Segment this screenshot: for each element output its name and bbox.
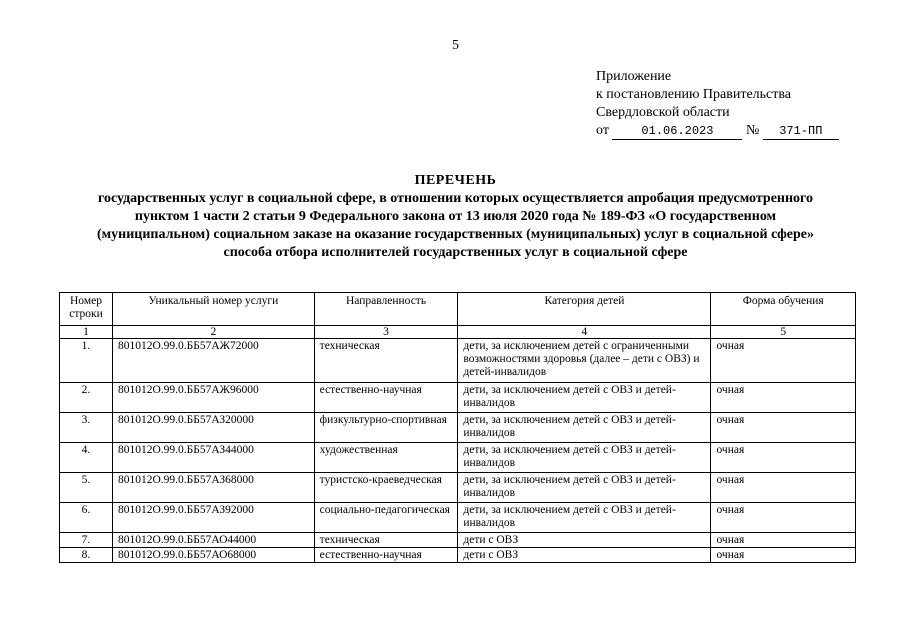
from-label: от [596, 123, 609, 138]
direction: художественная [314, 443, 458, 473]
row-number: 4. [60, 443, 113, 473]
table-row [60, 473, 856, 503]
page-number: 5 [452, 38, 459, 53]
decree-number: 371-ПП [763, 124, 839, 140]
table-row [60, 339, 856, 383]
table-row [60, 413, 856, 443]
appendix-block [596, 68, 839, 140]
appendix-line-2: к постановлению Правительства [596, 87, 792, 102]
table-row [60, 383, 856, 413]
education-form: очная [711, 383, 856, 413]
header-direction: Направленность [314, 293, 458, 326]
heading-line-4: способа отбора исполнителей государственных услуг в социальной сфере [223, 245, 688, 260]
row-number: 1. [60, 339, 113, 383]
row-number: 3. [60, 413, 113, 443]
education-form: очная [711, 503, 856, 533]
service-number: 801012О.99.0.ББ57АЗ44000 [112, 443, 314, 473]
row-number: 8. [60, 548, 113, 563]
heading-line-2: пунктом 1 части 2 статьи 9 Федерального закона от 13 июля 2020 года № 189-ФЗ «О государственном [134, 209, 777, 224]
index-cell: 1 [60, 326, 113, 339]
service-number: 801012О.99.0.ББ57АО44000 [112, 533, 314, 548]
direction: естественно-научная [314, 548, 458, 563]
direction: техническая [314, 339, 458, 383]
education-form: очная [711, 413, 856, 443]
children-category: дети, за исключением детей с ограниченными возможностями здоровья (далее – дети с ОВЗ) и детей-инвалидов [458, 339, 711, 383]
children-category: дети, за исключением детей с ОВЗ и детей-инвалидов [458, 473, 711, 503]
number-label: № [745, 123, 760, 138]
service-number: 801012О.99.0.ББ57АЖ96000 [112, 383, 314, 413]
appendix-date-line [596, 122, 839, 140]
education-form: очная [711, 339, 856, 383]
children-category: дети, за исключением детей с ОВЗ и детей-инвалидов [458, 503, 711, 533]
children-category: дети с ОВЗ [458, 548, 711, 563]
table-row [60, 548, 856, 563]
services-table [59, 292, 856, 563]
appendix-line-3: Свердловской области [596, 105, 730, 120]
direction: социально-педагогическая [314, 503, 458, 533]
direction: естественно-научная [314, 383, 458, 413]
row-number: 7. [60, 533, 113, 548]
education-form: очная [711, 473, 856, 503]
children-category: дети, за исключением детей с ОВЗ и детей-инвалидов [458, 383, 711, 413]
appendix-title: Приложение [596, 69, 672, 84]
service-number: 801012О.99.0.ББ57АЗ68000 [112, 473, 314, 503]
education-form: очная [711, 533, 856, 548]
children-category: дети с ОВЗ [458, 533, 711, 548]
heading-line-3: (муниципальном) социальном заказе на оказание государственных (муниципальных) услуг в социальной сфере» [96, 227, 815, 242]
table-row [60, 503, 856, 533]
header-service-number: Уникальный номер услуги [112, 293, 314, 326]
table-index-row [60, 326, 856, 339]
header-education-form: Форма обучения [711, 293, 856, 326]
education-form: очная [711, 548, 856, 563]
header-children-category: Категория детей [458, 293, 711, 326]
children-category: дети, за исключением детей с ОВЗ и детей-инвалидов [458, 443, 711, 473]
decree-date: 01.06.2023 [612, 124, 742, 140]
service-number: 801012О.99.0.ББ57АЖ72000 [112, 339, 314, 383]
index-cell: 3 [314, 326, 458, 339]
education-form: очная [711, 443, 856, 473]
service-number: 801012О.99.0.ББ57АО68000 [112, 548, 314, 563]
index-cell: 5 [711, 326, 856, 339]
row-number: 6. [60, 503, 113, 533]
header-row-number: Номер строки [60, 293, 113, 326]
direction: техническая [314, 533, 458, 548]
children-category: дети, за исключением детей с ОВЗ и детей-инвалидов [458, 413, 711, 443]
document-heading [40, 172, 871, 262]
row-number: 2. [60, 383, 113, 413]
heading-title: ПЕРЕЧЕНЬ [414, 173, 497, 188]
row-number: 5. [60, 473, 113, 503]
index-cell: 4 [458, 326, 711, 339]
table-row [60, 533, 856, 548]
table-header-row [60, 293, 856, 326]
table-row [60, 443, 856, 473]
index-cell: 2 [112, 326, 314, 339]
service-number: 801012О.99.0.ББ57АЗ92000 [112, 503, 314, 533]
direction: физкультурно-спортивная [314, 413, 458, 443]
direction: туристско-краеведческая [314, 473, 458, 503]
service-number: 801012О.99.0.ББ57АЗ20000 [112, 413, 314, 443]
heading-line-1: государственных услуг в социальной сфере, в отношении которых осуществляется апробация предусмотренного [97, 191, 814, 206]
